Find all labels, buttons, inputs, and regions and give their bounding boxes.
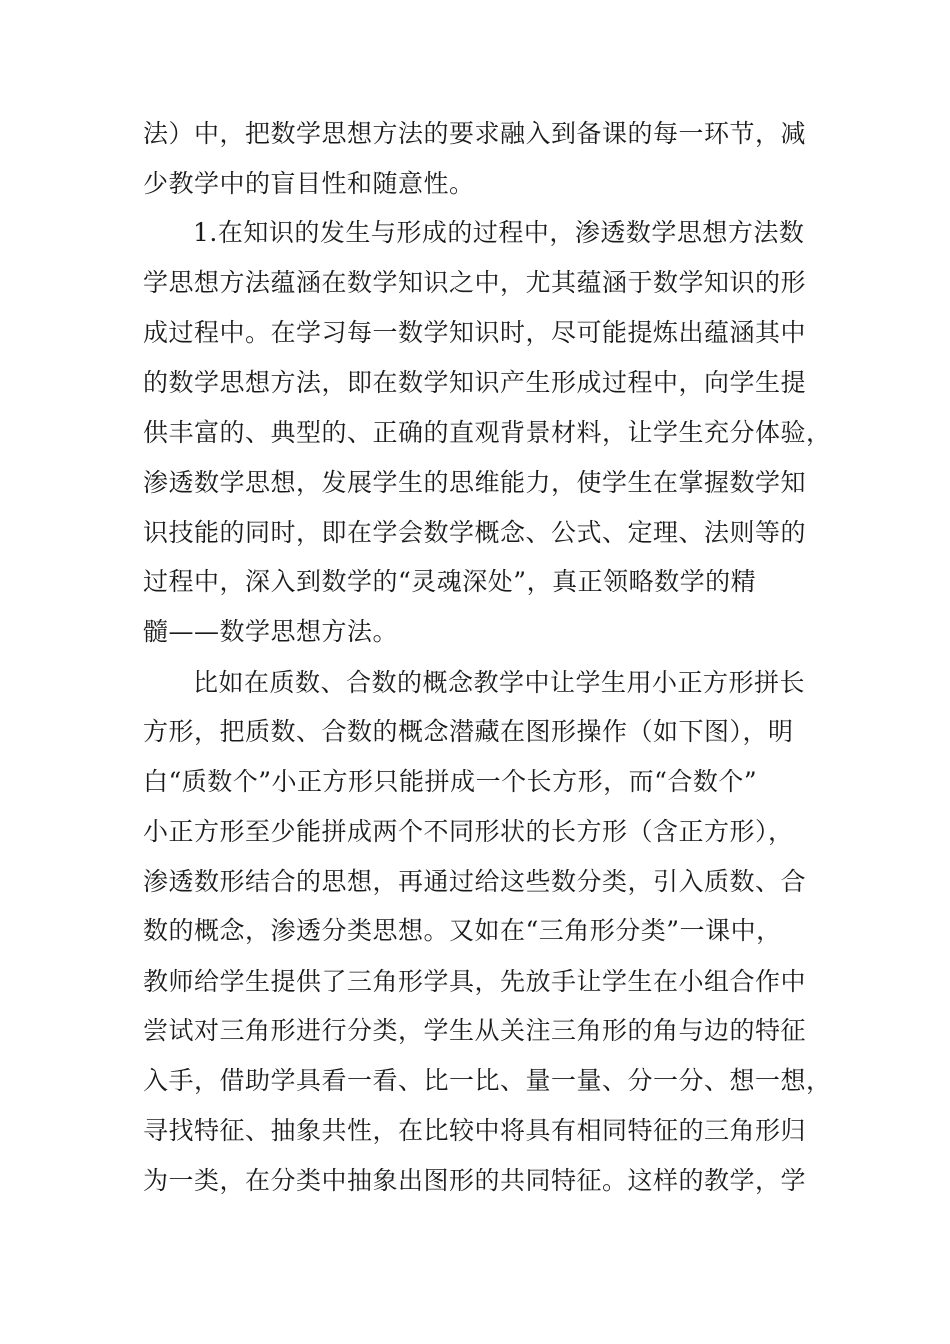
text-line: 渗透数形结合的思想，再通过给这些数分类，引入质数、合 [143, 867, 807, 896]
text-line: 法）中，把数学思想方法的要求融入到备课的每一环节，减 [143, 119, 807, 148]
text-line: 渗透数学思想，发展学生的思维能力，使学生在掌握数学知 [143, 468, 807, 497]
text-line: 小正方形至少能拼成两个不同形状的长方形（含正方形）， [143, 817, 794, 846]
text-line: 教师给学生提供了三角形学具，先放手让学生在小组合作中 [143, 967, 807, 996]
text-line: 数的概念，渗透分类思想。又如在“三角形分类”一课中， [143, 916, 782, 945]
paragraph-start-line: 比如在质数、合数的概念教学中让学生用小正方形拼长 [193, 668, 806, 697]
text-line: 的数学思想方法，即在数学知识产生形成过程中，向学生提 [143, 368, 807, 397]
text-line: 为一类，在分类中抽象出图形的共同特征。这样的教学，学 [143, 1166, 807, 1195]
text-line: 少教学中的盲目性和随意性。 [143, 169, 475, 198]
text-line: 过程中，深入到数学的“灵魂深处”，真正领略数学的精 [143, 567, 757, 596]
text-line: 入手，借助学具看一看、比一比、量一量、分一分、想一想， [143, 1066, 832, 1095]
text-line: 方形，把质数、合数的概念潜藏在图形操作（如下图），明 [143, 717, 794, 746]
text-line: 寻找特征、抽象共性，在比较中将具有相同特征的三角形归 [143, 1116, 807, 1145]
text-line: 尝试对三角形进行分类，学生从关注三角形的角与边的特征 [143, 1016, 807, 1045]
text-line: 识技能的同时，即在学会数学概念、公式、定理、法则等的 [143, 518, 807, 547]
text-line: 成过程中。在学习每一数学知识时，尽可能提炼出蕴涵其中 [143, 318, 807, 347]
text-line: 学思想方法蕴涵在数学知识之中，尤其蕴涵于数学知识的形 [143, 268, 807, 297]
text-line: 白“质数个”小正方形只能拼成一个长方形，而“合数个” [143, 767, 758, 796]
paragraph-start-line: 1.在知识的发生与形成的过程中，渗透数学思想方法数 [193, 218, 805, 247]
text-line: 髓——数学思想方法。 [143, 617, 399, 646]
text-line: 供丰富的、典型的、正确的直观背景材料，让学生充分体验， [143, 418, 832, 447]
